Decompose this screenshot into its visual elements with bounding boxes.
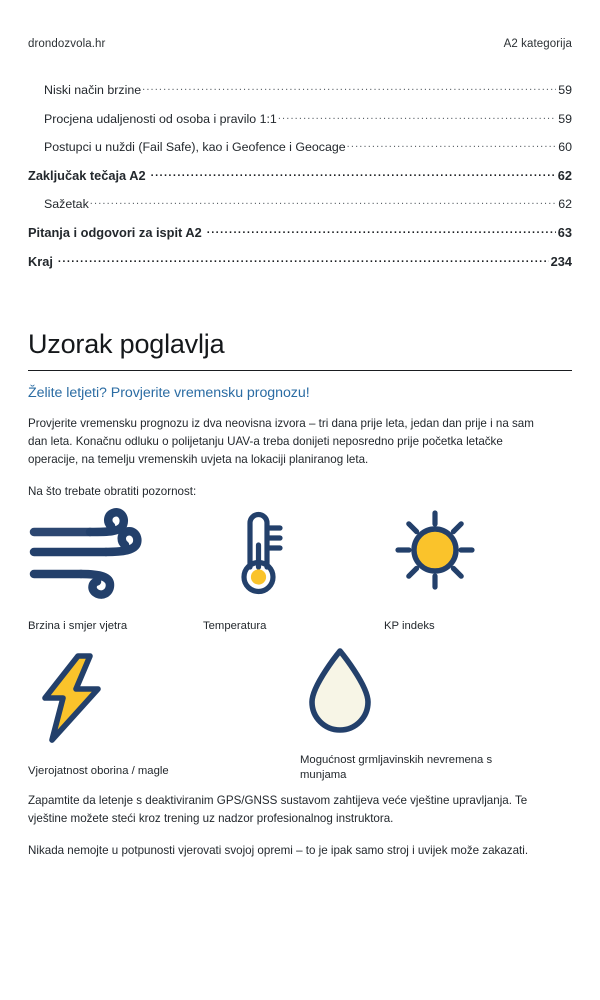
weather-factors-icon-grid [28, 505, 572, 783]
sun-disc [414, 529, 456, 571]
section-subheading: Želite letjeti? Provjerite vremensku prognozu! [28, 385, 310, 402]
icon-label-thermometer: Temperatura [203, 620, 267, 632]
closing-paragraph-1: Zapamtite da letenje s deaktiviranim GPS/GNSS sustavom zahtijeva veće vještine upravljanja. Te vještine možete steći kroz trening uz nadzor profesionalnog instruktora. [28, 794, 528, 825]
icon-label-sun: KP indeks [384, 620, 435, 632]
toc-entry-label: Procjena udaljenosti od osoba i pravilo 1:1 [44, 111, 277, 126]
water-droplet-icon [290, 641, 390, 741]
toc-dot-leader [278, 110, 556, 122]
attention-lead-text: Na što trebate obratiti pozornost: [28, 485, 197, 499]
icon-cell-droplet [300, 641, 562, 783]
toc-entry[interactable] [28, 253, 572, 269]
toc-dot-leader [347, 139, 557, 151]
toc-entry[interactable] [28, 196, 572, 211]
toc-entry-page: 62 [558, 197, 572, 212]
thermometer-icon [200, 505, 320, 600]
toc-entry[interactable] [28, 139, 572, 154]
toc-entry[interactable] [28, 167, 572, 183]
toc-entry-label: Zaključak tečaja A2 [28, 167, 146, 183]
closing-notes [28, 792, 572, 874]
toc-entry-page: 62 [557, 167, 572, 183]
icon-row-bottom [28, 651, 572, 783]
header-category: A2 kategorija [503, 38, 572, 50]
icon-cell-lightning [28, 651, 300, 779]
toc-dot-leader [207, 224, 556, 237]
toc-entry-page: 63 [557, 225, 572, 241]
toc-entry-page: 234 [550, 254, 572, 270]
toc-entry-label: Niski način brzine [44, 83, 142, 98]
toc-entry[interactable] [28, 82, 572, 97]
title-divider [28, 370, 572, 371]
closing-paragraph-2: Nikada nemojte u potpunosti vjerovati svojoj opremi – to je ipak samo stroj i uvijek može zakazati. [28, 843, 529, 857]
icon-cell-thermometer [205, 505, 382, 634]
sun-icon [380, 505, 500, 600]
icon-row-top [28, 505, 572, 634]
icon-label-lightning: Vjerojatnost oborina / magle [28, 764, 169, 777]
toc-entry-page: 59 [558, 83, 572, 98]
toc-dot-leader [90, 196, 556, 208]
toc-dot-leader [142, 82, 556, 94]
icon-cell-wind [28, 505, 205, 634]
table-of-contents [28, 82, 572, 282]
header-site-name: drondozvola.hr [28, 38, 106, 50]
running-header [28, 38, 572, 50]
toc-dot-leader [151, 167, 556, 180]
toc-dot-leader [58, 253, 549, 266]
toc-entry-label: Sažetak [44, 197, 89, 212]
toc-entry-page: 59 [558, 111, 572, 126]
toc-entry[interactable] [28, 224, 572, 240]
toc-entry-page: 60 [558, 139, 572, 154]
toc-entry[interactable] [28, 110, 572, 125]
icon-label-droplet: Mogućnost grmljavinskih nevremena s munjama [300, 753, 493, 781]
thermometer-bulb [251, 569, 266, 584]
intro-paragraph: Provjerite vremensku prognozu iz dva neovisna izvora – tri dana prije leta, jedan dan prije i na sam dan leta. Konačnu odluku o polijetanju UAV-a treba donijeti neposredno prije početka letačke operacije, na temelju vremenskih uvjeta na lokaciji planiranog leta. [28, 417, 534, 467]
lightning-bolt-icon [28, 651, 148, 746]
toc-entry-label: Postupci u nuždi (Fail Safe), kao i Geofence i Geocage [44, 139, 346, 154]
sample-chapter-section [28, 330, 572, 501]
toc-entry-label: Pitanja i odgovori za ispit A2 [28, 225, 202, 241]
wind-icon [28, 505, 148, 600]
page-title: Uzorak poglavlja [28, 329, 225, 359]
icon-label-wind: Brzina i smjer vjetra [28, 620, 128, 632]
icon-cell-sun [382, 505, 562, 634]
toc-entry-label: Kraj [28, 254, 53, 270]
